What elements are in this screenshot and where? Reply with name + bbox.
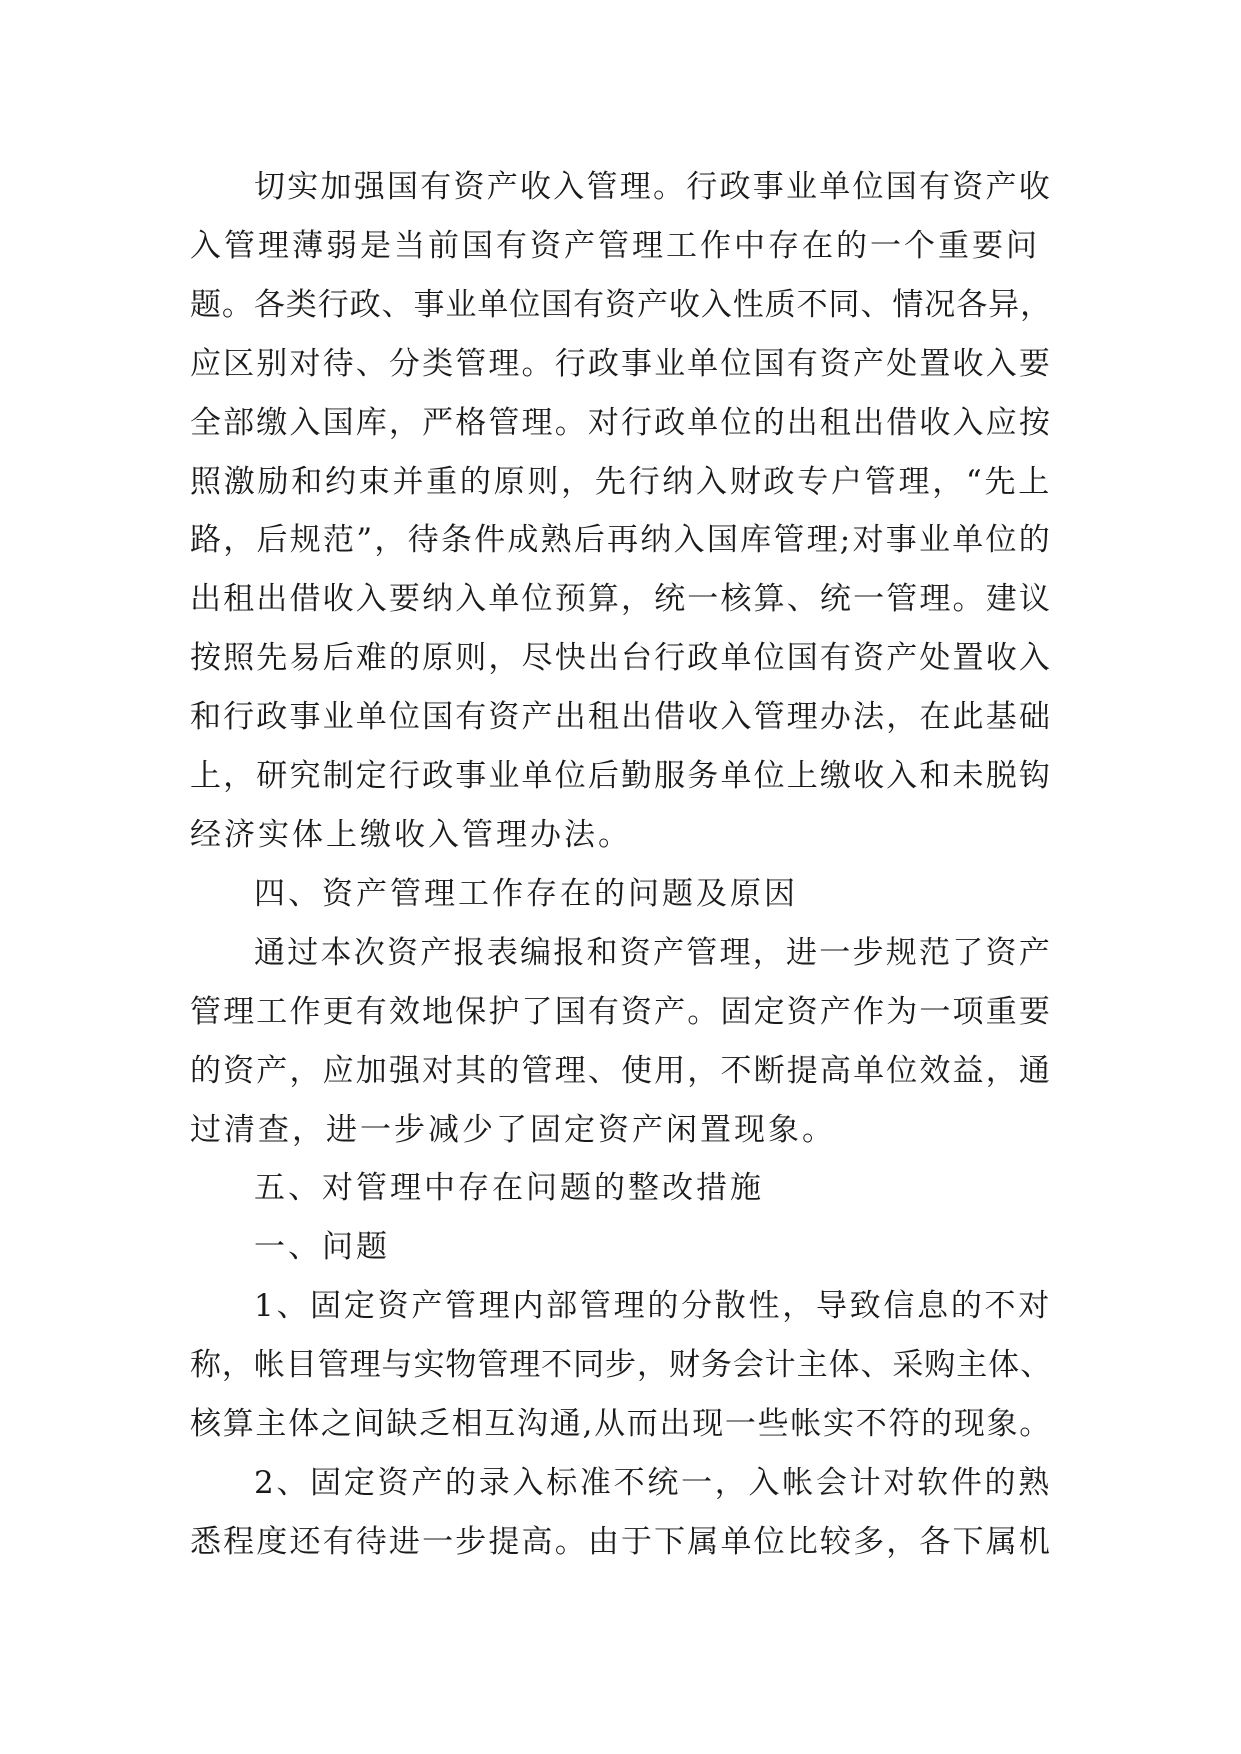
text-line: 核算主体之间缺乏相互沟通,从而出现一些帐实不符的现象。 [190,1406,1052,1443]
text-line: 上，研究制定行政事业单位后勤服务单位上缴收入和未脱钩 [190,758,1052,795]
subsection-heading-problems [190,1218,1052,1277]
text-line: 过清查，进一步减少了固定资产闲置现象。 [190,1111,836,1148]
heading-text: 四、资产管理工作存在的问题及原因 [254,875,798,912]
paragraph-asset-income [190,158,1052,865]
text-line: 管理工作更有效地保护了国有资产。固定资产作为一项重要 [190,993,1052,1030]
text-line: 照激励和约束并重的原则，先行纳入财政专户管理，“先上 [190,463,1052,500]
document-body [190,158,1052,1572]
text-line: 和行政事业单位国有资产出租出借收入管理办法，在此基础 [190,699,1052,736]
text-line: 题。各类行政、事业单位国有资产收入性质不同、情况各异， [190,286,1052,323]
paragraph-problem-2 [190,1454,1052,1572]
section-heading-four [190,865,1052,924]
heading-text: 一、问题 [254,1229,390,1266]
paragraph-problem-1 [190,1277,1052,1454]
section-heading-five [190,1159,1052,1218]
text-line: 称，帐目管理与实物管理不同步，财务会计主体、采购主体、 [190,1347,1052,1384]
text-line: 悉程度还有待进一步提高。由于下属单位比较多，各下属机 [190,1523,1052,1560]
text-line: 通过本次资产报表编报和资产管理，进一步规范了资产 [254,934,1052,971]
text-line: 入管理薄弱是当前国有资产管理工作中存在的一个重要问 [190,227,1040,264]
text-line: 的资产，应加强对其的管理、使用，不断提高单位效益，通 [190,1052,1052,1089]
text-line: 切实加强国有资产收入管理。行政事业单位国有资产收 [254,169,1052,205]
text-line: 经济实体上缴收入管理办法。 [190,816,632,853]
heading-text: 五、对管理中存在问题的整改措施 [254,1170,764,1207]
text-line: 1、固定资产管理内部管理的分散性，导致信息的不对 [254,1288,1052,1325]
text-line: 应区别对待、分类管理。行政事业单位国有资产处置收入要 [190,345,1052,382]
text-line: 2、固定资产的录入标准不统一，入帐会计对软件的熟 [254,1464,1052,1501]
text-line: 按照先易后难的原则，尽快出台行政单位国有资产处置收入 [190,640,1052,677]
paragraph-report-summary [190,924,1052,1160]
text-line: 出租出借收入要纳入单位预算，统一核算、统一管理。建议 [190,581,1052,618]
text-line: 全部缴入国库，严格管理。对行政单位的出租出借收入应按 [190,404,1052,441]
text-line: 路，后规范”，待条件成熟后再纳入国库管理;对事业单位的 [190,522,1052,559]
